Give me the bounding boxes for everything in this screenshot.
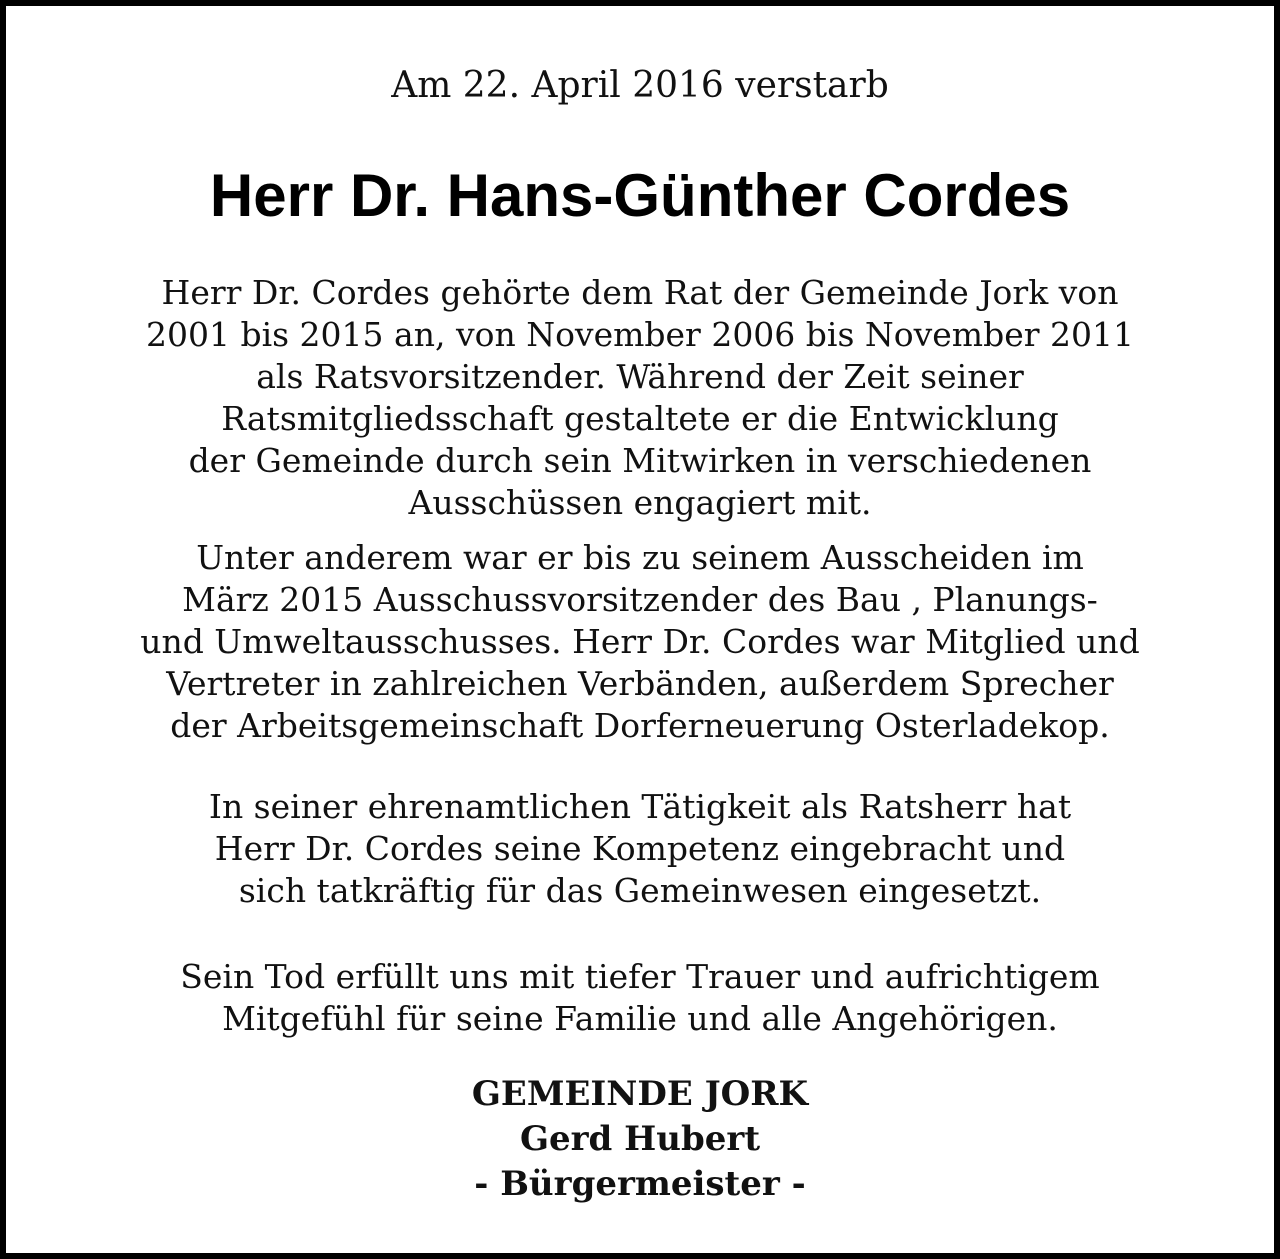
text-line: In seiner ehrenamtlichen Tätigkeit als Ratsherr hat bbox=[208, 787, 1072, 826]
deceased-name: Herr Dr. Hans-Günther Cordes bbox=[209, 162, 1071, 229]
text-line: Herr Dr. Cordes gehörte dem Rat der Gemeinde Jork von bbox=[161, 273, 1119, 312]
text-line: Ratsmitgliedsschaft gestaltete er die Entwicklung bbox=[221, 399, 1059, 438]
text-line: Sein Tod erfüllt uns mit tiefer Trauer und aufrichtigem bbox=[180, 957, 1100, 996]
text-line: und Umweltausschusses. Herr Dr. Cordes war Mitglied und bbox=[140, 622, 1140, 661]
text-line: März 2015 Ausschussvorsitzender des Bau , Planungs- bbox=[182, 580, 1098, 619]
paragraph-honorary-work bbox=[6, 786, 1274, 912]
paragraph-council-service bbox=[6, 272, 1274, 524]
text-line: Herr Dr. Cordes seine Kompetenz eingebracht und bbox=[214, 829, 1066, 868]
text-line: 2001 bis 2015 an, von November 2006 bis November 2011 bbox=[145, 315, 1135, 354]
signature-organization: GEMEINDE JORK bbox=[471, 1074, 809, 1114]
text-line: als Ratsvorsitzender. Während der Zeit seiner bbox=[256, 357, 1024, 396]
paragraph-committee-roles bbox=[6, 537, 1274, 747]
text-line: Unter anderem war er bis zu seinem Ausscheiden im bbox=[196, 538, 1084, 577]
text-line: der Arbeitsgemeinschaft Dorferneuerung Osterladekop. bbox=[170, 706, 1110, 745]
intro-line: Am 22. April 2016 verstarb bbox=[391, 65, 889, 106]
text-line: Ausschüssen engagiert mit. bbox=[408, 483, 872, 522]
text-line: Vertreter in zahlreichen Verbänden, außerdem Sprecher bbox=[166, 664, 1114, 703]
signature-person: Gerd Hubert bbox=[519, 1119, 761, 1159]
text-line: Mitgefühl für seine Familie und alle Angehörigen. bbox=[222, 999, 1058, 1038]
signature-block bbox=[6, 1072, 1274, 1207]
text-line: sich tatkräftig für das Gemeinwesen eingesetzt. bbox=[238, 871, 1042, 910]
paragraph-condolences bbox=[6, 956, 1274, 1040]
signature-role: - Bürgermeister - bbox=[474, 1164, 806, 1204]
text-line: der Gemeinde durch sein Mitwirken in verschiedenen bbox=[188, 441, 1092, 480]
